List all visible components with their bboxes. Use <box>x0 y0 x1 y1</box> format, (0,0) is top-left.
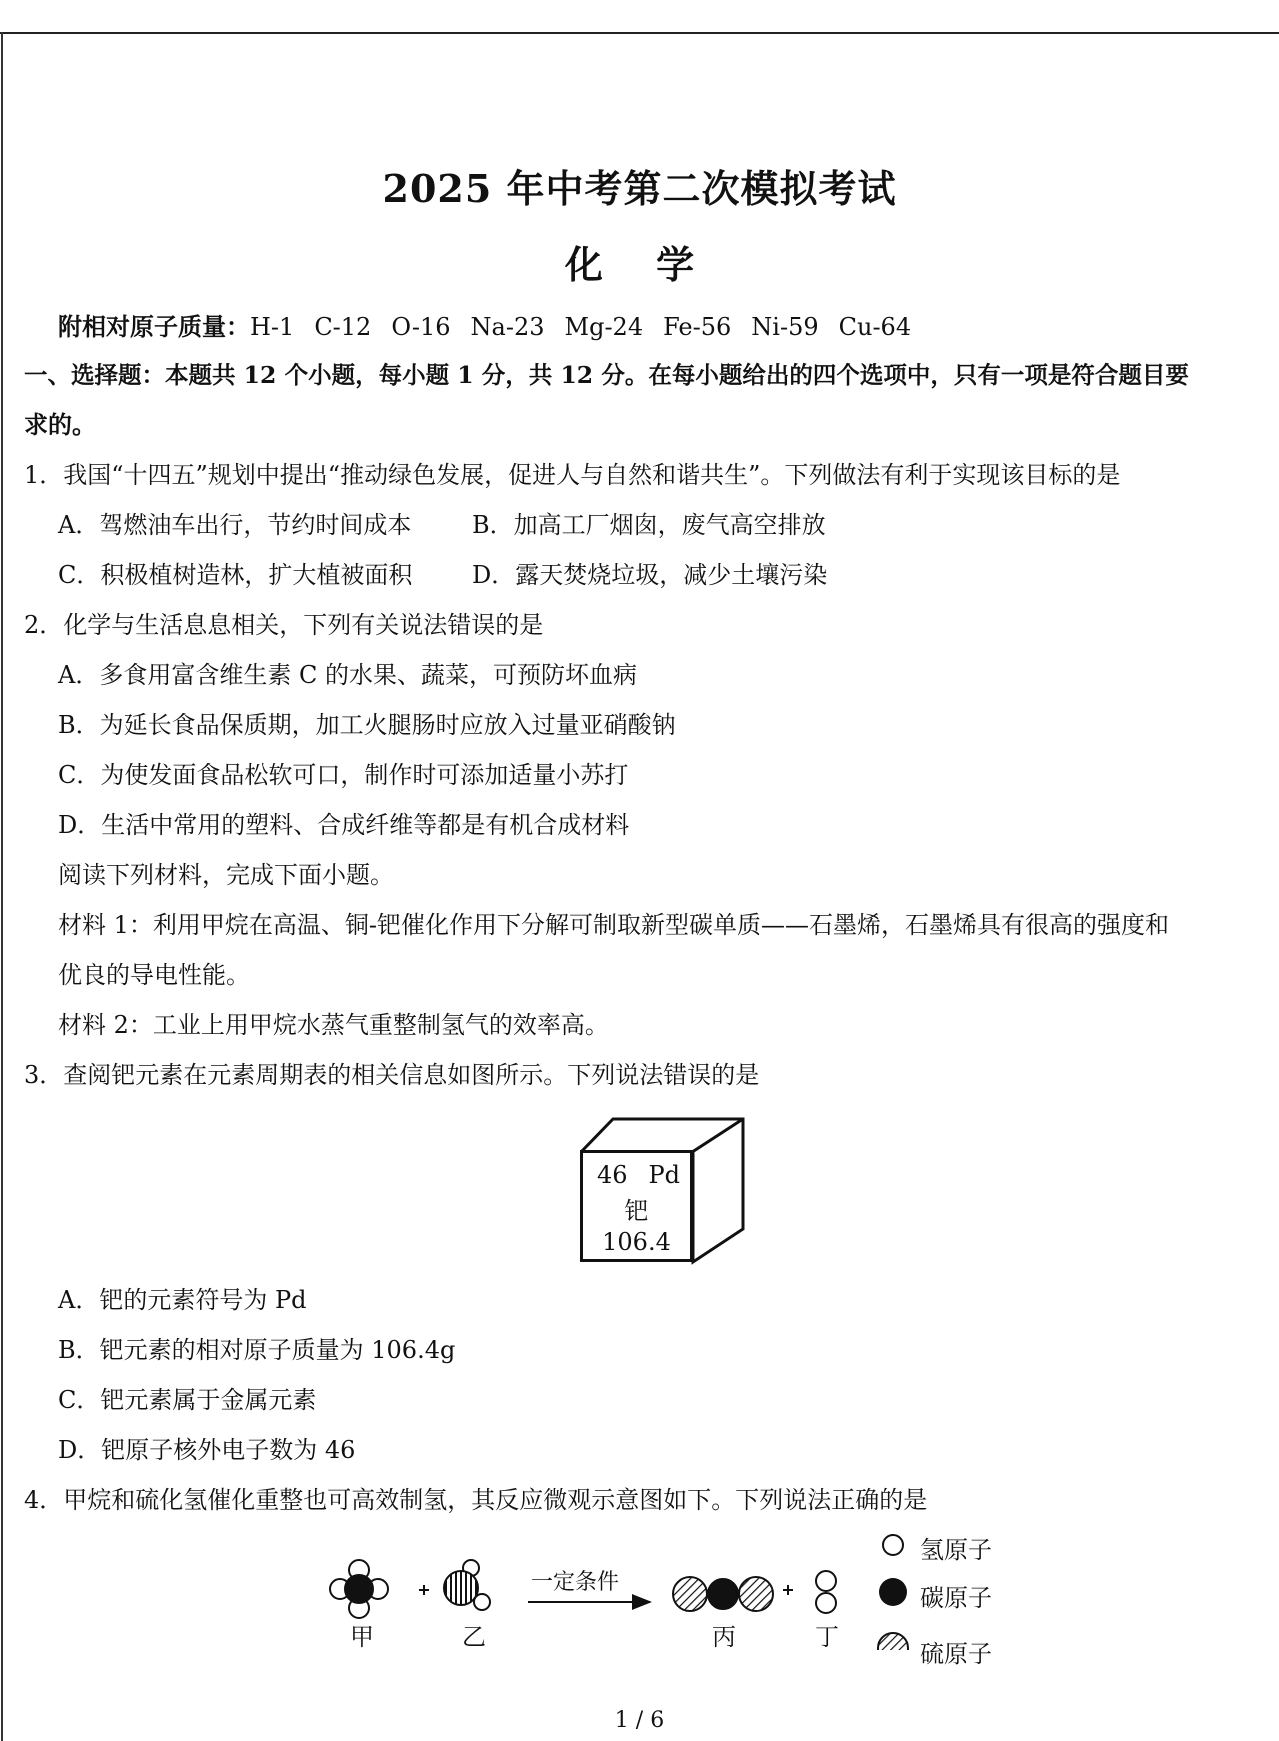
label-jia: 甲 <box>350 1623 374 1651</box>
legend-carbon: 碳原子 <box>920 1584 992 1612</box>
atomic-masses-label: 附相对原子质量： <box>58 312 250 341</box>
atomic-masses <box>58 312 931 342</box>
mass-item: Na-23 <box>470 313 545 341</box>
page-number: 1 / 6 <box>614 1708 665 1733</box>
mass-item: Cu-64 <box>838 313 912 341</box>
q3-stem: 3．查阅钯元素在元素周期表的相关信息如图所示。下列说法错误的是 <box>24 1061 760 1089</box>
legend-sulfur: 硫原子 <box>920 1640 992 1668</box>
q2-option-c: C．为使发面食品松软可口，制作时可添加适量小苏打 <box>58 761 629 789</box>
exam-title: 2025 年中考第二次模拟考试 <box>382 166 897 211</box>
element-symbol: Pd <box>648 1161 680 1189</box>
q3-option-a: A．钯的元素符号为 Pd <box>58 1286 307 1314</box>
q3-option-b: B．钯元素的相对原子质量为 106.4g <box>58 1336 456 1364</box>
reading-intro: 阅读下列材料，完成下面小题。 <box>58 861 394 889</box>
plus-sign <box>783 1585 793 1595</box>
label-ding: 丁 <box>815 1623 839 1651</box>
q1-option-c: C．积极植树造林，扩大植被面积 <box>58 561 413 589</box>
q2-stem: 2．化学与生活息息相关，下列有关说法错误的是 <box>24 611 544 639</box>
mass-item: O-16 <box>391 313 451 341</box>
q2-option-a: A．多食用富含维生素 C 的水果、蔬菜，可预防坏血病 <box>58 661 637 689</box>
mass-item: Ni-59 <box>751 313 819 341</box>
q1-option-d: D．露天焚烧垃圾，减少土壤污染 <box>472 561 828 589</box>
atomic-mass: 106.4 <box>602 1228 671 1256</box>
molecule-bing <box>673 1577 773 1611</box>
q2-option-d: D．生活中常用的塑料、合成纤维等都是有机合成材料 <box>58 811 630 839</box>
atomic-number: 46 <box>597 1161 628 1189</box>
mass-item: Mg-24 <box>564 313 644 341</box>
element-name: 钯 <box>624 1197 649 1225</box>
sulfur-atom-icon <box>878 1633 908 1650</box>
element-cell-palladium <box>580 1116 745 1266</box>
material-1-cont: 优良的导电性能。 <box>58 961 250 989</box>
section-heading: 一、选择题：本题共 12 个小题，每小题 1 分，共 12 分。在每小题给出的四个选项中，只有一项是符合题目要 <box>24 361 1189 389</box>
hydrogen-atom-icon <box>883 1535 903 1555</box>
q1-stem: 1．我国“十四五”规划中提出“推动绿色发展，促进人与自然和谐共生”。下列做法有利于实现该目标的是 <box>24 461 1121 489</box>
q4-stem: 4．甲烷和硫化氢催化重整也可高效制氢，其反应微观示意图如下。下列说法正确的是 <box>24 1486 928 1514</box>
carbon-atom-icon <box>879 1578 907 1606</box>
q1-option-a: A．驾燃油车出行，节约时间成本 <box>58 511 412 539</box>
q3-option-d: D．钯原子核外电子数为 46 <box>58 1436 356 1464</box>
mass-item: Fe-56 <box>663 313 732 341</box>
subject-title: 化 学 <box>564 242 715 287</box>
q2-option-b: B．为延长食品保质期，加工火腿肠时应放入过量亚硝酸钠 <box>58 711 676 739</box>
molecule-yi <box>444 1560 490 1610</box>
q1-option-b: B．加高工厂烟囱，废气高空排放 <box>472 511 826 539</box>
section-heading-cont: 求的。 <box>24 410 96 439</box>
molecule-ding <box>816 1571 836 1613</box>
element-cell-front <box>580 1150 693 1262</box>
material-2: 材料 2：工业上用甲烷水蒸气重整制氢气的效率高。 <box>58 1011 609 1039</box>
label-bing: 丙 <box>712 1623 736 1651</box>
mass-item: C-12 <box>314 313 372 341</box>
label-yi: 乙 <box>462 1623 486 1651</box>
legend-hydrogen: 氢原子 <box>920 1536 992 1564</box>
plus-sign <box>419 1585 429 1595</box>
top-border <box>0 32 1279 34</box>
material-1: 材料 1：利用甲烷在高温、铜-钯催化作用下分解可制取新型碳单质——石墨烯，石墨烯具有很高的强度和 <box>58 911 1170 939</box>
reaction-condition: 一定条件 <box>531 1570 620 1595</box>
mass-item: H-1 <box>250 313 295 341</box>
reaction-diagram <box>0 1530 1279 1650</box>
molecule-jia <box>330 1560 388 1618</box>
q3-option-c: C．钯元素属于金属元素 <box>58 1386 317 1414</box>
